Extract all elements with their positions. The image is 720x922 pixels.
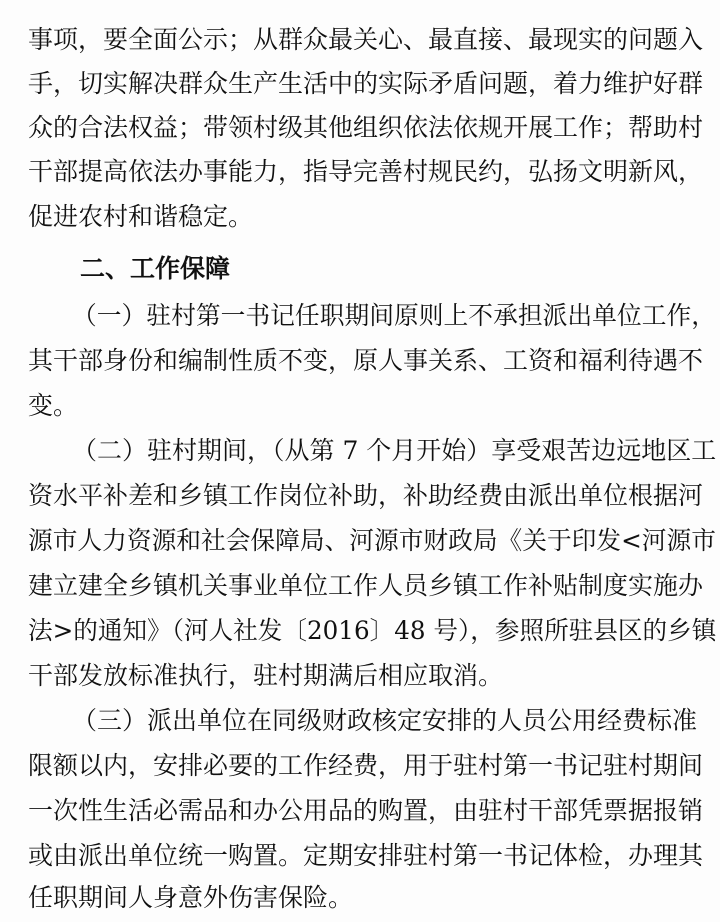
paragraph-line: 变。 bbox=[28, 391, 79, 420]
paragraph-line: 建立建全乡镇机关事业单位工作人员乡镇工作补贴制度实施办 bbox=[28, 571, 704, 600]
paragraph-line: 事项，要全面公示；从群众最关心、最直接、最现实的问题入 bbox=[28, 25, 704, 54]
paragraph-line: 手，切实解决群众生产生活中的实际矛盾问题，着力维护好群 bbox=[28, 69, 704, 98]
paragraph-line: 法>的通知》（河人社发〔2016〕48 号），参照所驻县区的乡镇 bbox=[28, 616, 717, 645]
paragraph-line: （一）驻村第一书记任职期间原则上不承担派出单位工作， bbox=[72, 301, 717, 330]
paragraph-line: 一次性生活必需品和办公用品的购置，由驻村干部凭票据报销 bbox=[28, 796, 704, 825]
paragraph-line: 其干部身份和编制性质不变，原人事关系、工资和福利待遇不 bbox=[28, 346, 704, 375]
section-heading: 二、工作保障 bbox=[80, 254, 231, 283]
paragraph-line: 干部提高依法办事能力，指导完善村规民约，弘扬文明新风， bbox=[28, 157, 704, 186]
paragraph-line: 任职期间人身意外伤害保险。 bbox=[28, 883, 354, 912]
paragraph-line: 干部发放标准执行，驻村期满后相应取消。 bbox=[28, 661, 504, 690]
paragraph-line: 资水平补差和乡镇工作岗位补助，补助经费由派出单位根据河 bbox=[28, 481, 704, 510]
paragraph-line: 促进农村和谐稳定。 bbox=[28, 202, 254, 231]
paragraph-line: 众的合法权益；带领村级其他组织依法依规开展工作；帮助村 bbox=[28, 113, 704, 142]
paragraph-line: 限额以内，安排必要的工作经费，用于驻村第一书记驻村期间 bbox=[28, 751, 704, 780]
paragraph-line: （二）驻村期间，（从第 7 个月开始）享受艰苦边远地区工 bbox=[72, 436, 717, 465]
paragraph-line: （三）派出单位在同级财政核定安排的人员公用经费标准 bbox=[72, 706, 698, 735]
paragraph-line: 源市人力资源和社会保障局、河源市财政局《关于印发<河源市 bbox=[28, 526, 716, 555]
paragraph-line: 或由派出单位统一购置。定期安排驻村第一书记体检，办理其 bbox=[28, 841, 704, 870]
